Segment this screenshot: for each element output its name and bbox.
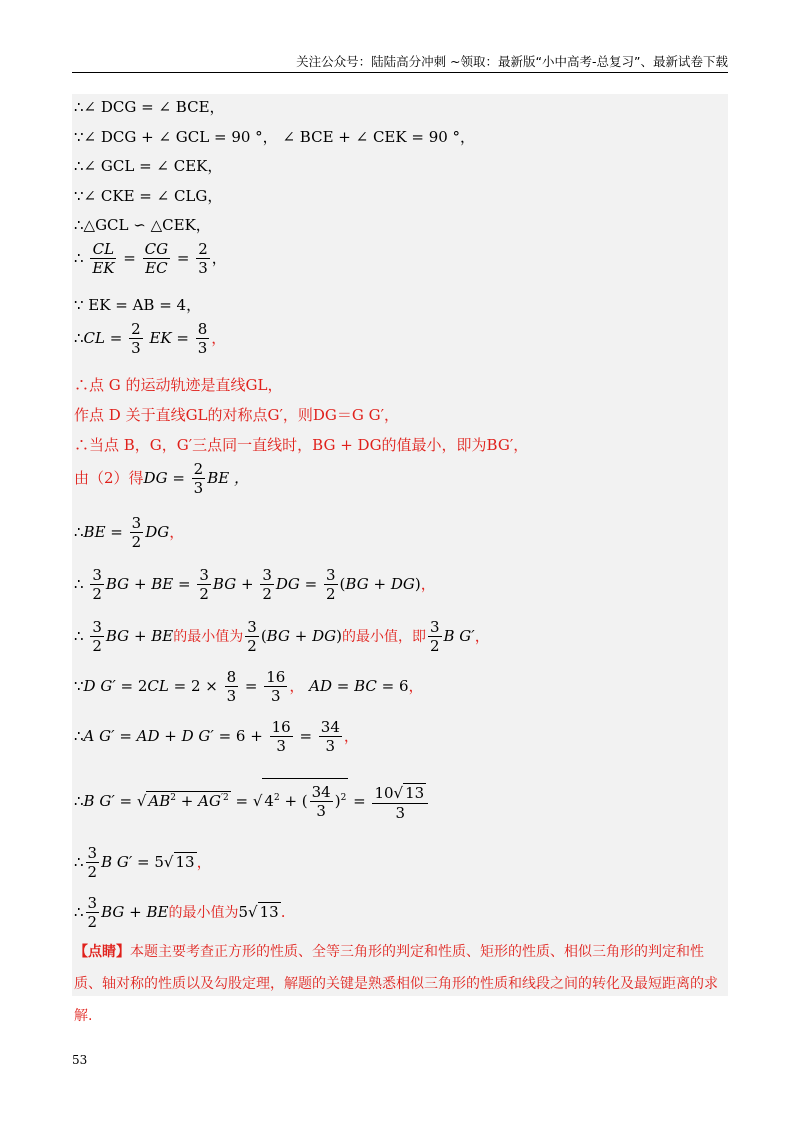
line-6: ∴ $\frac{CL}{EK}$ = $\frac{CG}{EC}$ = $\frac{2}{3}$ ，	[74, 240, 227, 277]
page-header: 关注公众号：陆陆高分冲刺 ~领取：最新版“小中高考-总复习”、最新试卷下载	[72, 52, 728, 73]
key-point-note: 【点睛】本题主要考查正方形的性质、全等三角形的判定和性质、矩形的性质、相似三角形的判定和性质、轴对称的性质以及勾股定理，解题的关键是熟悉相似三角形的性质和线段之间的转化及最短距离的求解.	[74, 944, 718, 1024]
fraction-eight-thirds-2: $\frac{8}{3}$	[226, 668, 237, 705]
line-18: ∴B G′ = √ $AB^2 + AG^{'2}$ = √ $4^2$ + ( $\frac{34}{3}$ )$^2$ = $\frac{10√ 13}{3}$	[74, 778, 430, 825]
line-4: ∵∠ CKE = ∠ CLG，	[74, 187, 223, 205]
line-3: ∴∠ GCL = ∠ CEK，	[74, 157, 223, 175]
line-10: 作点 D 关于直线GL的对称点G′，则DG＝G G′，	[74, 406, 400, 424]
line-9: ∴点 G 的运动轨迹是直线GL，	[74, 376, 283, 394]
solution-content	[72, 94, 728, 1024]
fraction-two-thirds: $\frac{2}{3}$	[198, 240, 208, 277]
line-12: 由（2）得DG = $\frac{2}{3}$ BE ，	[74, 460, 249, 497]
line-16: ∵D G′ = 2CL = 2 × $\frac{8}{3}$ = $\frac{16}{3}$ ， AD = BC = 6，	[74, 668, 424, 705]
line-2: ∵∠ DCG + ∠ GCL = 90 °， ∠ BCE + ∠ CEK = 90 °，	[74, 128, 476, 146]
line-5: ∴△GCL ∽ △CEK，	[74, 216, 211, 234]
line-20: ∴ $\frac{3}{2}$ BG + BE的最小值为5√ 13 .	[74, 894, 286, 931]
line-14: ∴ $\frac{3}{2}$ BG + BE = $\frac{3}{2}$ BG + $\frac{3}{2}$ DG = $\frac{3}{2}$ (BG + DG)，	[74, 566, 436, 603]
line-19: ∴ $\frac{3}{2}$ B G′ = 5√ 13 ，	[74, 844, 212, 881]
fraction-three-halves: $\frac{3}{2}$	[131, 514, 142, 551]
line-15: ∴ $\frac{3}{2}$ BG + BE的最小值为 $\frac{3}{2}$ (BG + DG)的最小值，即 $\frac{3}{2}$ B G′，	[74, 618, 490, 655]
line-13: ∴BE = $\frac{3}{2}$ DG，	[74, 514, 185, 551]
fraction-two-thirds-2: $\frac{2}{3}$	[131, 320, 141, 357]
fraction-cg-ec: $\frac{CG}{EC}$	[144, 240, 169, 277]
line-8: ∴CL = $\frac{2}{3}$ EK = $\frac{8}{3}$ ，	[74, 320, 227, 357]
page-number: 53	[72, 1053, 88, 1067]
fraction-eight-thirds: $\frac{8}{3}$	[197, 320, 208, 357]
fraction-thirtyfour-thirds: $\frac{34}{3}$	[320, 718, 340, 755]
line-7: ∵ EK = AB = 4，	[74, 296, 202, 314]
fraction-two-thirds-3: $\frac{2}{3}$	[193, 460, 204, 497]
fraction-sixteen-thirds: $\frac{16}{3}$	[266, 668, 286, 705]
line-11: ∴当点 B，G，G′三点同一直线时，BG + DG的值最小，即为BG′，	[74, 436, 529, 454]
fraction-cl-ek: $\frac{CL}{EK}$	[92, 240, 115, 277]
line-17: ∴A G′ = AD + D G′ = 6 + $\frac{16}{3}$ = $\frac{34}{3}$ ，	[74, 718, 359, 755]
line-1: ∴∠ DCG = ∠ BCE，	[74, 98, 225, 116]
